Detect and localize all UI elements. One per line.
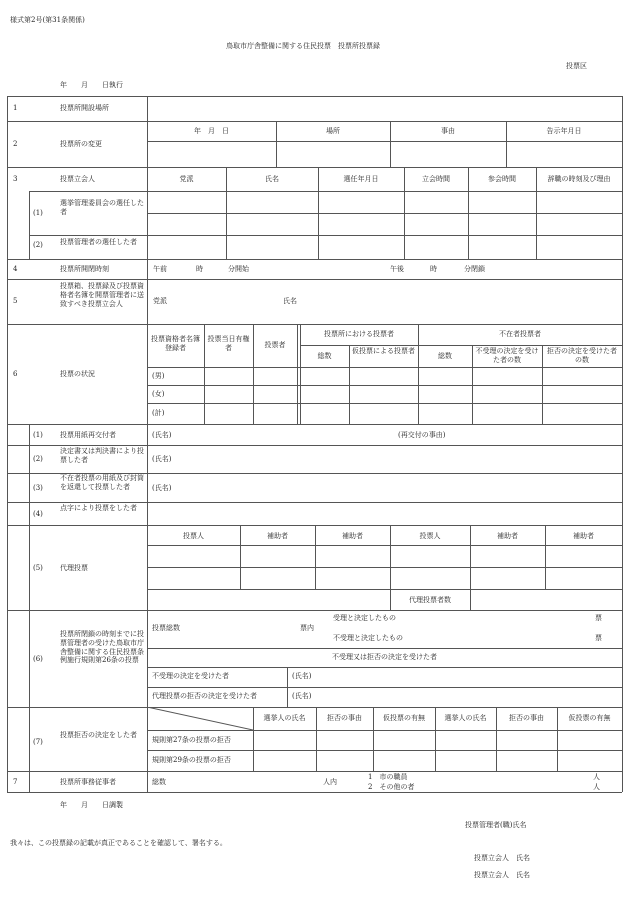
close-hour: 時: [430, 265, 437, 273]
h-total-2: 総数: [438, 352, 452, 360]
s6-heading: 不受理又は拒否の決定を受けた者: [332, 653, 437, 661]
prepared-date: 年 月 日調製: [60, 801, 123, 809]
col-notice-date: 告示年月日: [546, 127, 582, 135]
h-not-accepted: 不受理の決定を受けた者の数: [475, 347, 539, 364]
row-2-number: 2: [13, 140, 18, 148]
s7-col-provisional-2: 仮投票の有無: [568, 714, 611, 722]
s2-label: 決定書又は判決書により投票した者: [60, 447, 144, 464]
s3-label: 不在者投票の用紙及び封筒を返還して投票した者: [60, 474, 144, 491]
s6-not-accepted-person: 不受理の決定を受けた者: [152, 672, 229, 680]
row-4-label: 投票所開閉時刻: [60, 265, 109, 273]
row-3-label: 投票立会人: [60, 175, 95, 183]
s6-unit-2: 票: [595, 634, 602, 642]
s5-col-helper-2: 補助者: [342, 532, 363, 540]
row-7-label: 投票所事務従事者: [60, 778, 116, 786]
s6-name-1: (氏名): [292, 672, 312, 680]
row-female: (女): [152, 390, 165, 398]
page-title: 鳥取市庁舎整備に関する住民投票 投票所投票録: [226, 42, 380, 50]
s1-reason: (再交付の事由): [398, 431, 446, 439]
row-1-label: 投票所開設場所: [60, 104, 109, 112]
s1-name: (氏名): [152, 431, 172, 439]
col-join-time: 参会時間: [488, 175, 516, 183]
h-voters: 投票者: [264, 341, 286, 349]
s7-col-name-1: 選挙人の氏名: [263, 714, 306, 722]
col-party: 党派: [179, 175, 194, 183]
row-7-unit-2: 人: [593, 783, 600, 791]
s2-number: (2): [33, 455, 43, 463]
row-1-number: 1: [13, 104, 18, 112]
row-4-number: 4: [13, 265, 18, 273]
h-absentee: 不在者投票者: [499, 330, 541, 338]
s7-col-reason-2: 拒否の事由: [509, 714, 544, 722]
witness-signature-2: 投票立会人 氏名: [474, 871, 530, 879]
s5-col-helper-1: 補助者: [267, 532, 288, 540]
s3-number: (3): [33, 484, 43, 492]
s5-label: 代理投票: [60, 564, 88, 572]
h-eligible: 投票当日有権者: [207, 335, 250, 352]
s3-name: (氏名): [152, 484, 172, 492]
certification-statement: 我々は、この投票録の記載が真正であることを確認して、署名する。: [10, 839, 227, 847]
s6-label: 投票所閉鎖の時刻までに投票管理者の受けた鳥取市庁舎整備に関する住民投票条例施行規則第26条の投票: [60, 630, 144, 665]
open-am: 午前: [153, 265, 167, 273]
s4-number: (4): [33, 510, 43, 518]
s5-col-voter-1: 投票人: [183, 532, 204, 540]
s5-col-voter-2: 投票人: [419, 532, 441, 540]
row-7-inner: 人内: [323, 778, 337, 786]
row-7-staff-2: 2 その他の者: [368, 783, 415, 791]
col-appointed-date: 選任年月日: [343, 175, 379, 183]
s6-not-accepted: 不受理と決定したもの: [333, 634, 403, 642]
s6-accepted: 受理と決定したもの: [333, 614, 396, 622]
s1-label: 投票用紙再交付者: [60, 431, 116, 439]
h-provisional: 仮投票による投票者: [352, 347, 415, 355]
col-place: 場所: [326, 127, 340, 135]
district-label: 投票区: [566, 62, 587, 70]
row-7-unit-1: 人: [593, 773, 600, 781]
s7-rule27: 規則第27条の投票の拒否: [152, 736, 231, 744]
s2-name: (氏名): [152, 455, 172, 463]
row-7-number: 7: [13, 778, 18, 786]
s6-unit-1: 票: [595, 614, 602, 622]
row-3-1-number: (1): [33, 209, 43, 217]
execution-date: 年 月 日執行: [60, 81, 123, 89]
s6-total: 投票総数: [152, 624, 180, 632]
row-3-number: 3: [13, 175, 18, 183]
row-6-number: 6: [13, 370, 18, 378]
row-3-2-number: (2): [33, 241, 43, 249]
h-rejected: 拒否の決定を受けた者の数: [547, 347, 617, 364]
open-minute: 分開始: [228, 265, 249, 273]
row-2-label: 投票所の変更: [60, 140, 102, 148]
witness-signature-1: 投票立会人 氏名: [474, 854, 530, 862]
row-5-name: 氏名: [283, 297, 297, 305]
col-date: 年 月 日: [194, 127, 229, 135]
s7-col-name-2: 選挙人の氏名: [444, 714, 487, 722]
row-7-total: 総数: [152, 778, 166, 786]
s7-col-provisional-1: 仮投票の有無: [383, 714, 425, 722]
close-minute: 分閉鎖: [464, 265, 485, 273]
col-name: 氏名: [265, 175, 279, 183]
s4-label: 点字により投票をした者: [60, 504, 137, 512]
col-attend-time: 立会時間: [422, 175, 450, 183]
row-3-1-label: 選挙管理委員会の選任した者: [60, 199, 144, 216]
s7-col-reason-1: 拒否の事由: [327, 714, 362, 722]
h-total-1: 総数: [317, 352, 332, 360]
s5-number: (5): [33, 564, 43, 572]
s6-inner: 票内: [300, 624, 314, 632]
s7-number: (7): [33, 738, 43, 746]
row-male: (男): [152, 372, 165, 380]
row-5-number: 5: [13, 297, 18, 305]
close-pm: 午後: [390, 265, 404, 273]
form-number: 様式第2号(第31条関係): [10, 16, 85, 24]
s5-col-helper-3: 補助者: [497, 532, 518, 540]
s6-proxy-rejected: 代理投票の拒否の決定を受けた者: [152, 692, 257, 700]
row-total: (計): [152, 409, 165, 417]
s6-name-2: (氏名): [292, 692, 312, 700]
col-reason: 事由: [441, 127, 455, 135]
h-at-station: 投票所における投票者: [324, 330, 394, 338]
row-3-2-label: 投票管理者の選任した者: [60, 238, 137, 246]
row-6-label: 投票の状況: [60, 370, 95, 378]
s5-col-helper-4: 補助者: [573, 532, 594, 540]
s7-rule29: 規則第29条の投票の拒否: [152, 756, 231, 764]
s7-label: 投票拒否の決定をした者: [60, 731, 137, 739]
row-5-party: 党派: [153, 297, 167, 305]
row-5-label: 投票箱、投票録及び投票資格者名簿を開票管理者に送致すべき投票立会人: [60, 282, 144, 308]
s1-number: (1): [33, 431, 43, 439]
s6-number: (6): [33, 655, 43, 663]
h-registered: 投票資格者名簿登録者: [151, 335, 200, 352]
s5-proxy-count: 代理投票者数: [409, 596, 451, 604]
row-7-staff-1: 1 市の職員: [368, 773, 408, 781]
open-hour: 時: [196, 265, 203, 273]
diagonal-slash: [147, 707, 253, 730]
manager-signature: 投票管理者(職)氏名: [465, 821, 527, 829]
col-resign: 辞職の時刻及び理由: [547, 175, 611, 183]
